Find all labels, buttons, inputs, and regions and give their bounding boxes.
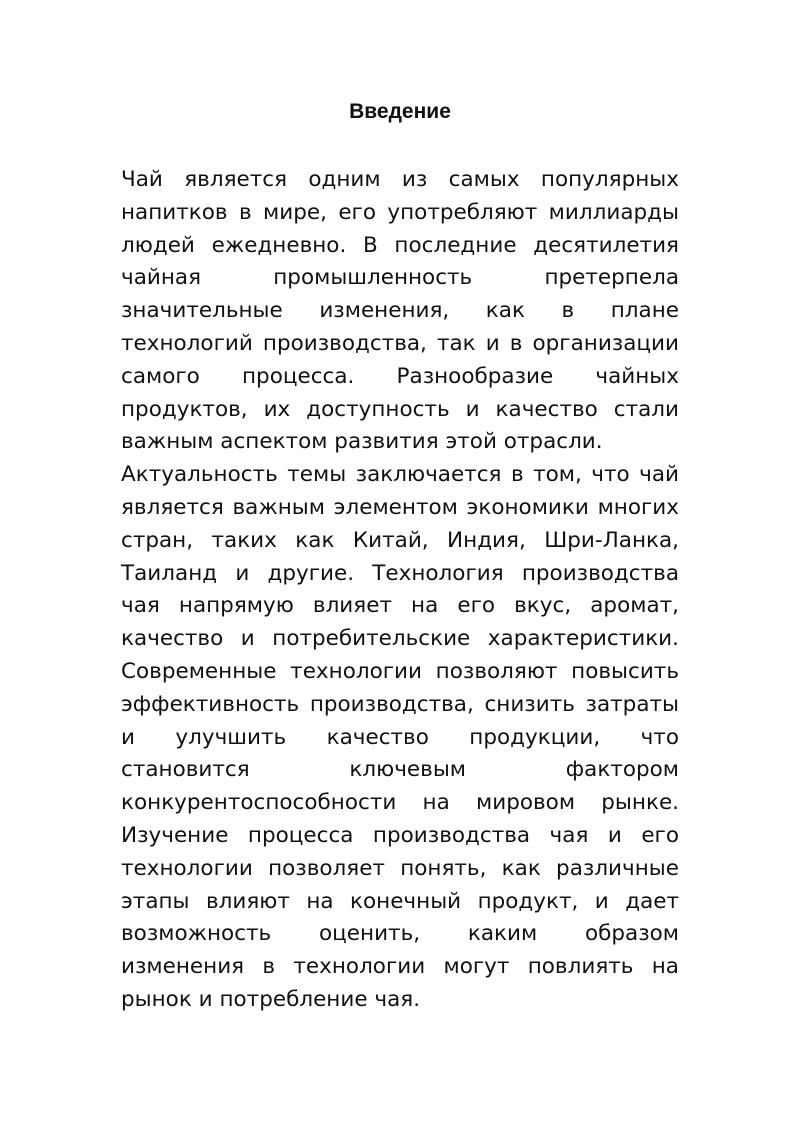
page-title: Введение	[349, 100, 451, 123]
paragraph-relevance: Актуальность темы заключается в том, что чай является важным элементом экономики многих стран, таких как Китай, Индия, Шри-Ланка, Таиланд и другие. Технология производства чая напрямую влияет на его вкус, аромат, качество и потребительские характеристики. Современные технологии позволяют повысить эффективность производства, снизить затраты и улучшить качество продукции, что становится ключевым фактором конкурентоспособности на мировом рынке. Изучение процесса производства чая и его технологии позволяет понять, как различные этапы влияют на конечный продукт, и дает возможность оценить, каким образом изменения в технологии могут повлиять на рынок и потребление чая.	[121, 462, 679, 1012]
document-body	[121, 164, 679, 1017]
paragraph-intro: Чай является одним из самых популярных напитков в мире, его употребляют миллиарды людей ежедневно. В последние десятилетия чайная промышленность претерпела значительные изменения, как в плане технологий производства, так и в организации самого процесса. Разнообразие чайных продуктов, их доступность и качество стали важным аспектом развития этой отрасли.	[121, 167, 679, 455]
